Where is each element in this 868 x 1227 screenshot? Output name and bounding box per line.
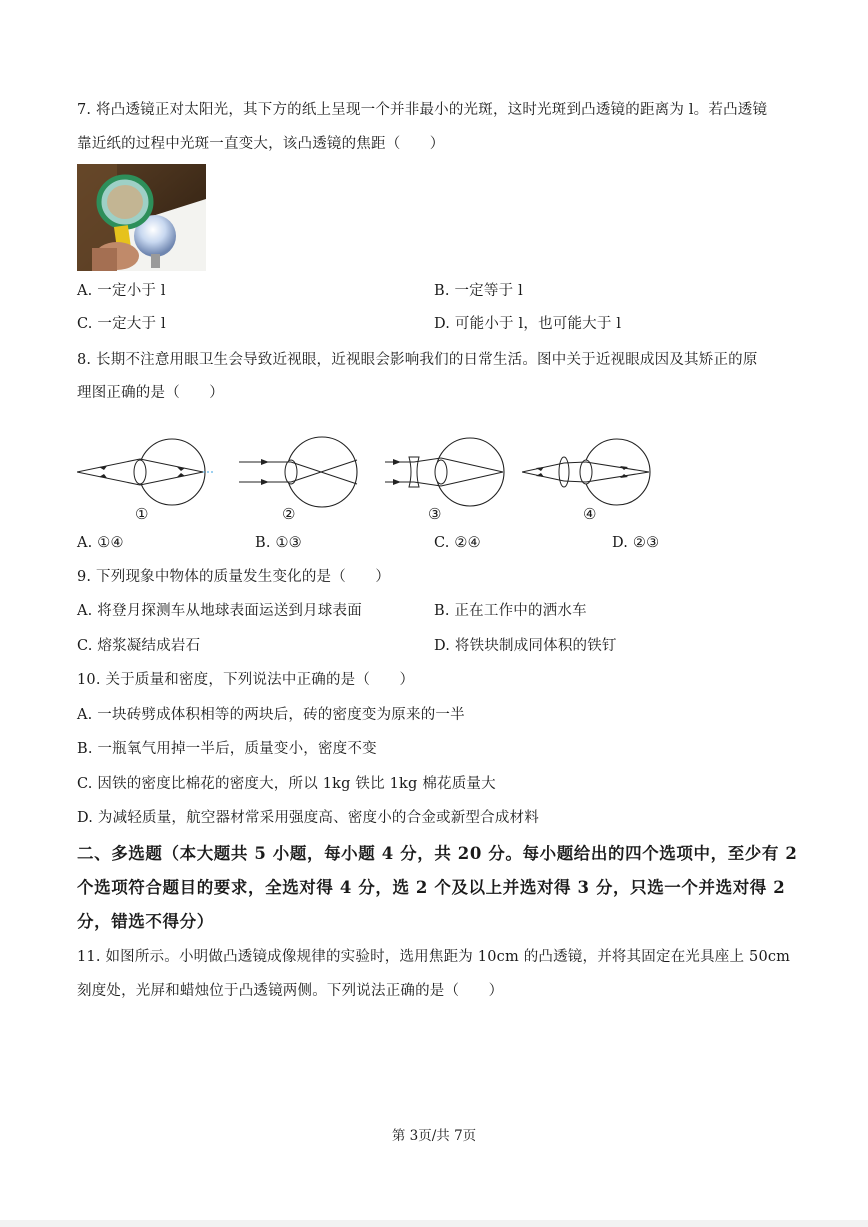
eye-diagram-2 bbox=[239, 428, 364, 522]
q8-stem-line2: 理图正确的是（ ） bbox=[77, 385, 224, 401]
section2-heading-line1: 二、多选题（本大题共 5 小题，每小题 4 分，共 20 分。每小题给出的四个选项中，至少有 2 bbox=[77, 844, 798, 863]
q10-option-c[interactable]: C. 因铁的密度比棉花的密度大，所以 1kg 铁比 1kg 棉花质量大 bbox=[77, 776, 496, 792]
q8-option-d[interactable]: D. ②③ bbox=[612, 535, 660, 551]
q9-option-b[interactable]: B. 正在工作中的洒水车 bbox=[434, 603, 587, 619]
page-number: 第 3页/共 7页 bbox=[391, 1128, 477, 1144]
diagram-label-4: ④ bbox=[583, 505, 597, 523]
q9-option-c[interactable]: C. 熔浆凝结成岩石 bbox=[77, 638, 201, 654]
eye-diagram-3 bbox=[385, 428, 510, 522]
q10-option-b[interactable]: B. 一瓶氧气用掉一半后，质量变小，密度不变 bbox=[77, 741, 377, 757]
q9-option-d[interactable]: D. 将铁块制成同体积的铁钉 bbox=[434, 638, 617, 654]
q7-option-b[interactable]: B. 一定等于 l bbox=[434, 283, 523, 299]
page-bottom-edge bbox=[0, 1220, 868, 1227]
q8-option-a[interactable]: A. ①④ bbox=[77, 535, 124, 551]
diagram-label-3: ③ bbox=[428, 505, 442, 523]
q7-option-a[interactable]: A. 一定小于 l bbox=[77, 283, 166, 299]
section2-heading-line3: 分，错选不得分） bbox=[77, 912, 214, 931]
q7-stem-line1: 7. 将凸透镜正对太阳光，其下方的纸上呈现一个并非最小的光斑，这时光斑到凸透镜的距离为 l。若凸透镜 bbox=[77, 102, 768, 118]
q7-option-d[interactable]: D. 可能小于 l，也可能大于 l bbox=[434, 316, 622, 332]
q10-option-a[interactable]: A. 一块砖劈成体积相等的两块后，砖的密度变为原来的一半 bbox=[77, 707, 465, 723]
q8-option-b[interactable]: B. ①③ bbox=[255, 535, 302, 551]
q8-option-c[interactable]: C. ②④ bbox=[434, 535, 481, 551]
q7-stem-line2: 靠近纸的过程中光斑一直变大，该凸透镜的焦距（ ） bbox=[77, 136, 445, 152]
q9-option-a[interactable]: A. 将登月探测车从地球表面运送到月球表面 bbox=[77, 603, 362, 619]
section2-heading-line2: 个选项符合题目的要求，全选对得 4 分，选 2 个及以上并选对得 3 分，只选一个并选对得 2 bbox=[77, 878, 786, 897]
q11-stem-line1: 11. 如图所示。小明做凸透镜成像规律的实验时，选用焦距为 10cm 的凸透镜，并将其固定在光具座上 50cm bbox=[77, 949, 791, 965]
diagram-label-2: ② bbox=[282, 505, 296, 523]
eye-diagram-1 bbox=[77, 428, 222, 522]
diagram-label-1: ① bbox=[135, 505, 149, 523]
q10-stem: 10. 关于质量和密度，下列说法中正确的是（ ） bbox=[77, 672, 415, 688]
magnifier-photo bbox=[77, 164, 206, 271]
q11-stem-line2: 刻度处，光屏和蜡烛位于凸透镜两侧。下列说法正确的是（ ） bbox=[77, 983, 504, 999]
q7-option-c[interactable]: C. 一定大于 l bbox=[77, 316, 166, 332]
q9-stem: 9. 下列现象中物体的质量发生变化的是（ ） bbox=[77, 569, 391, 585]
q10-option-d[interactable]: D. 为减轻质量，航空器材常采用强度高、密度小的合金或新型合成材料 bbox=[77, 810, 539, 826]
q8-stem-line1: 8. 长期不注意用眼卫生会导致近视眼，近视眼会影响我们的日常生活。图中关于近视眼成因及其矫正的原 bbox=[77, 352, 758, 368]
